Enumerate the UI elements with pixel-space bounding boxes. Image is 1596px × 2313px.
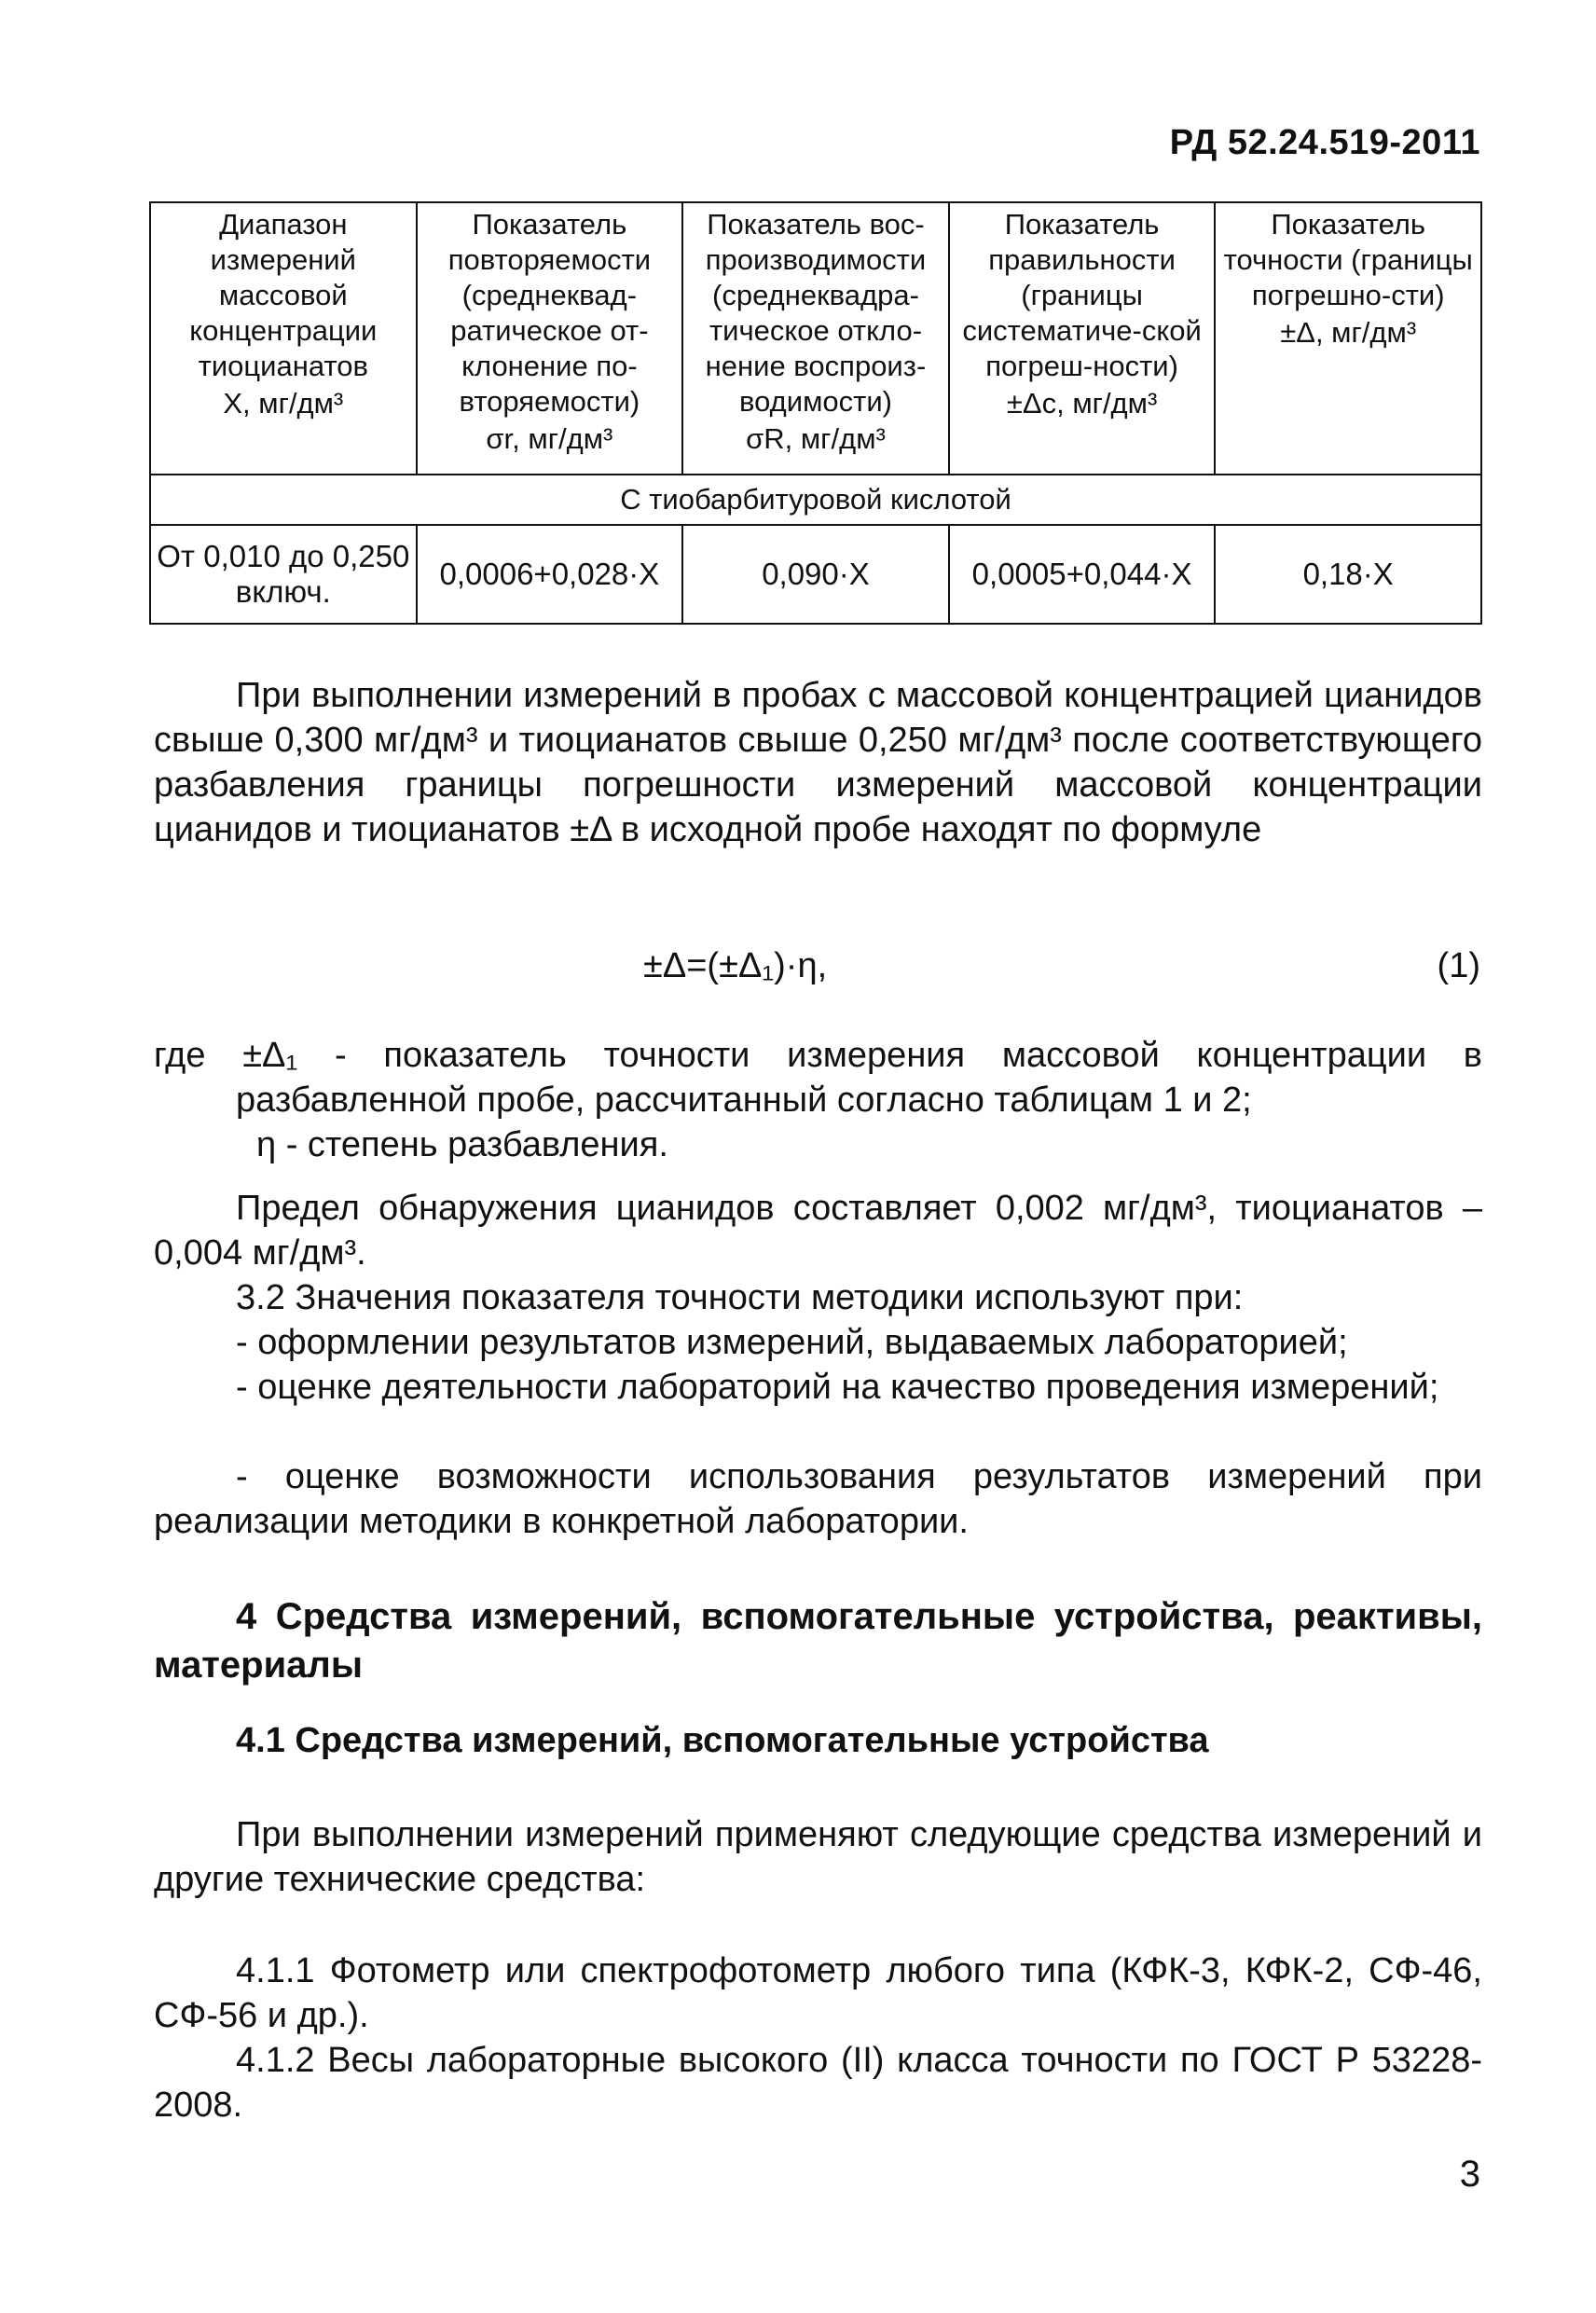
list-item: - оценке возможности использования результатов измерений при реализации методики в конкретной лаборатории. [154, 1457, 1482, 1541]
table-cell: 0,090·X [682, 525, 949, 624]
paragraph-detection-limit: Предел обнаружения цианидов составляет 0,002 мг/дм³, тиоцианатов – 0,004 мг/дм³. [154, 1189, 1482, 1273]
list-item-4-1-2: 4.1.2 Весы лабораторные высокого (II) класса точности по ГОСТ Р 53228-2008. [154, 2041, 1482, 2125]
table-header-cell: Диапазон измерений массовой концентрации тиоцианатов X, мг/дм³ [150, 202, 417, 475]
table-cell: 0,0006+0,028·X [417, 525, 683, 624]
table-section-row [150, 475, 1481, 525]
table-header-cell: Показатель повторяемости (среднеквад-ратическое от-клонение по-вторяемости) σr, мг/дм³ [417, 202, 683, 475]
table-header-cell: Показатель вос-производимости (среднеквадра-тическое откло-нение воспроиз-водимости) σR, мг/дм³ [682, 202, 949, 475]
section-heading-4-1: 4.1 Средства измерений, вспомогательные устройства [236, 1721, 1209, 1760]
table-cell: От 0,010 до 0,250 включ. [150, 525, 417, 624]
list-item-4-1-1: 4.1.1 Фотометр или спектрофотометр любого типа (КФК-3, КФК-2, СФ-46, СФ-56 и др.). [154, 1951, 1482, 2035]
table-section-label: С тиобарбитуровой кислотой [150, 475, 1481, 525]
document-code: РД 52.24.519-2011 [1169, 123, 1480, 162]
page-number: 3 [1459, 2154, 1480, 2195]
paragraph-dilution: При выполнении измерений в пробах с массовой концентрацией цианидов свыше 0,300 мг/дм³ и тиоцианатов свыше 0,250 мг/дм³ после соответствующего разбавления границы погрешности измерений массовой концентрации цианидов и тиоцианатов ±Δ в исходной пробе находят по формуле [154, 676, 1482, 849]
formula: ±Δ=(±Δ₁)·η, [643, 946, 828, 985]
section-heading-4: 4 Средства измерений, вспомогательные устройства, реактивы, материалы [154, 1596, 1482, 1686]
definition-eta: η - степень разбавления. [256, 1125, 668, 1164]
paragraph-instruments: При выполнении измерений применяют следующие средства измерений и другие технические средства: [154, 1815, 1482, 1899]
table-row [150, 525, 1481, 624]
paragraph-3-2: 3.2 Значения показателя точности методики используют при: [236, 1278, 1244, 1317]
list-item: - оценке деятельности лабораторий на качество проведения измерений; [236, 1368, 1439, 1407]
table-header-row [150, 202, 1481, 475]
table-cell: 0,18·X [1215, 525, 1481, 624]
table-header-cell: Показатель правильности (границы систематиче-ской погреш-ности) ±Δc, мг/дм³ [949, 202, 1216, 475]
table-cell: 0,0005+0,044·X [949, 525, 1216, 624]
definition-delta1: где ±Δ₁ - показатель точности измерения массовой концентрации в разбавленной пробе, рассчитанный согласно таблицам 1 и 2; [154, 1036, 1482, 1120]
list-item: - оформлении результатов измерений, выдаваемых лабораторией; [236, 1323, 1348, 1362]
formula-number: (1) [1437, 946, 1480, 985]
precision-table [149, 201, 1482, 625]
table-header-cell: Показатель точности (границы погрешно-сти) ±Δ, мг/дм³ [1215, 202, 1481, 475]
